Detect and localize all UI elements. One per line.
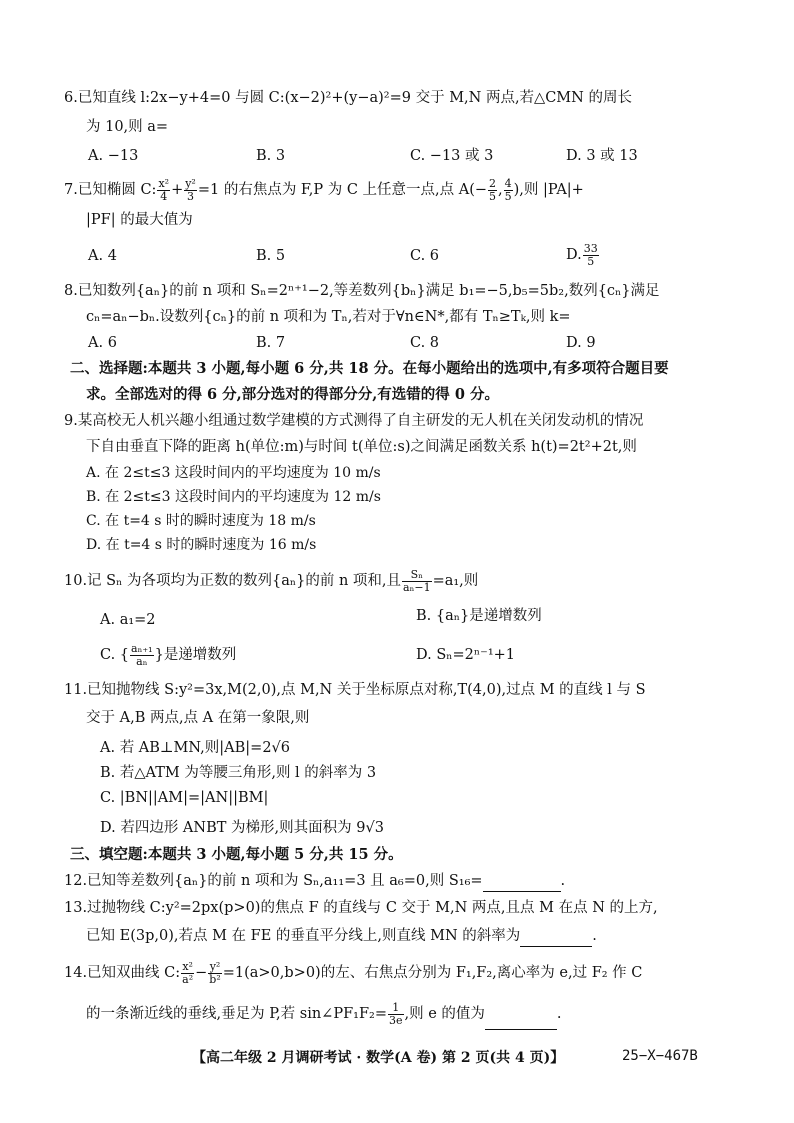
- q14-x-fraction: [181, 961, 194, 986]
- q6-stem-line2: 为 10,则 a=: [86, 119, 169, 135]
- q10-stem-post: =a₁,则: [432, 573, 479, 589]
- q10-option-c: C. { $\frac{\text{aₙ₊₁}}{\text{aₙ}}$ }是递增数列: [100, 641, 237, 668]
- q14-stem-line1: [64, 958, 642, 988]
- q10-stem-pre: 10.记 Sₙ 为各项均为正数的数列{aₙ}的前 n 项和,且: [64, 573, 402, 589]
- q6-stem-line1: 6.已知直线 l:2x−y+4=0 与圆 C:(x−2)²+(y−a)²=9 交于 M,N 两点,若△CMN 的周长: [64, 90, 632, 106]
- q7-ellipse-y-num: y²: [185, 176, 196, 190]
- q7-option-d-fraction: [583, 243, 599, 268]
- q11-option-a: A. 若 AB⊥MN,则|AB|=2√6: [100, 740, 291, 756]
- q6-option-b: B. 3: [256, 148, 286, 164]
- q9-stem-line2: 下自由垂直下降的距离 h(单位:m)与时间 t(单位:s)之间满足函数关系 h(t)=2t²+2t,则: [86, 439, 637, 455]
- q12-stem-post: .: [560, 873, 566, 889]
- q8-option-a: A. 6: [88, 335, 117, 351]
- q10-option-a: A. a₁=2: [100, 612, 156, 628]
- q7-option-d-num: 33: [583, 241, 598, 255]
- q7-ay-num: 4: [504, 176, 512, 190]
- q7-point-a-open: (−: [469, 182, 488, 198]
- q12-stem: [64, 871, 565, 892]
- q10-frac-num: Sₙ: [402, 569, 432, 582]
- q13-answer-blank[interactable]: [520, 926, 592, 947]
- q11-option-d: D. 若四边形 ANBT 为梯形,则其面积为 9√3: [100, 820, 384, 836]
- q8-stem-line2: cₙ=aₙ−bₙ.设数列{cₙ}的前 n 项和为 Tₙ,若对于∀n∈N*,都有 Tₙ≥Tₖ,则 k=: [86, 309, 571, 325]
- q6-option-d: D. 3 或 13: [566, 148, 638, 164]
- q7-option-d-den: 5: [587, 254, 595, 268]
- q6-option-a: A. −13: [88, 148, 139, 164]
- q7-stem-line1: [64, 175, 584, 205]
- q10-fraction: [402, 569, 432, 594]
- q9-option-c: C. 在 t=4 s 时的瞬时速度为 18 m/s: [86, 513, 316, 529]
- q13-stem-line1: 13.过抛物线 C:y²=2px(p>0)的焦点 F 的直线与 C 交于 M,N 两点,且点 M 在点 N 的上方,: [64, 900, 658, 916]
- q10-option-d: D. Sₙ=2ⁿ⁻¹+1: [416, 647, 516, 663]
- q8-option-c: C. 8: [410, 335, 440, 351]
- q14-x-den: a²: [182, 972, 194, 986]
- q10-option-c-den: aₙ: [136, 654, 148, 668]
- q7-ellipse-x-num: x²: [158, 176, 170, 190]
- q14-stem-line2-post: .: [556, 1006, 562, 1022]
- q14-answer-blank[interactable]: [485, 999, 557, 1030]
- q9-stem-line1: 9.某高校无人机兴趣小组通过数学建模的方式测得了自主研发的无人机在关闭发动机的情况: [64, 413, 644, 429]
- page-footer-label: 【高二年级 2 月调研考试 · 数学(A 卷) 第 2 页(共 4 页)】: [192, 1050, 565, 1066]
- q13-stem-line2-post: .: [592, 928, 597, 944]
- q9-option-d: D. 在 t=4 s 时的瞬时速度为 16 m/s: [86, 537, 317, 553]
- q7-ellipse-x-den: 4: [160, 189, 168, 203]
- q7-ellipse-x-fraction: [157, 178, 170, 203]
- q14-y-num: y²: [209, 959, 221, 973]
- q8-option-b: B. 7: [256, 335, 286, 351]
- q10-option-c-prefix: C.: [100, 647, 116, 663]
- q11-stem-line2: 交于 A,B 两点,点 A 在第一象限,则: [86, 710, 310, 726]
- q13-stem-line2: [86, 926, 597, 947]
- q7-option-b: B. 5: [256, 248, 286, 264]
- q7-ax-den: 5: [489, 189, 497, 203]
- page-footer-code: 25−X−467B: [622, 1048, 698, 1064]
- q14-sin-num: 1: [388, 1002, 404, 1015]
- q6-option-c: C. −13 或 3: [410, 148, 494, 164]
- q14-stem-line2: [86, 999, 562, 1030]
- q10-stem-line1: [64, 566, 478, 596]
- q14-sin-fraction: [388, 1002, 404, 1027]
- q14-minus: −: [195, 965, 208, 981]
- q7-option-a: A. 4: [88, 248, 117, 264]
- q7-ellipse-y-fraction: [184, 178, 197, 203]
- q12-answer-blank[interactable]: [483, 871, 561, 892]
- q11-option-b: B. 若△ATM 为等腰三角形,则 l 的斜率为 3: [100, 765, 377, 781]
- q14-y-den: b²: [209, 972, 221, 986]
- q10-option-c-num: aₙ₊₁: [131, 641, 153, 655]
- q7-point-a-x: [488, 178, 497, 203]
- q14-x-num: x²: [182, 959, 193, 973]
- q11-option-c: C. |BN||AM|=|AN||BM|: [100, 790, 269, 806]
- q7-ellipse-plus: +: [171, 182, 184, 198]
- q7-stem-post: ),则 |PA|+: [513, 182, 584, 198]
- q11-stem-line1: 11.已知抛物线 S:y²=3x,M(2,0),点 M,N 关于坐标原点对称,T(4,0),过点 M 的直线 l 与 S: [64, 682, 646, 698]
- q8-stem-line1: 8.已知数列{aₙ}的前 n 项和 Sₙ=2ⁿ⁺¹−2,等差数列{bₙ}满足 b₁=−5,b₅=5b₂,数列{cₙ}满足: [64, 283, 660, 299]
- q7-point-a-y: [504, 178, 513, 203]
- q7-option-c: C. 6: [410, 248, 440, 264]
- q14-stem-line2-mid: ,则 e 的值为: [404, 1006, 485, 1022]
- q9-option-a: A. 在 2≤t≤3 这段时间内的平均速度为 10 m/s: [86, 465, 381, 481]
- q7-ellipse-y-den: 3: [187, 189, 195, 203]
- q7-option-d-prefix: D.: [566, 247, 582, 263]
- q8-option-d: D. 9: [566, 335, 596, 351]
- section3-heading: 三、填空题:本题共 3 小题,每小题 5 分,共 15 分。: [70, 846, 403, 863]
- q14-stem-line2-pre: 的一条渐近线的垂线,垂足为 P,若 sin∠PF₁F₂=: [86, 1006, 387, 1022]
- q14-sin-den: 3e: [388, 1013, 403, 1027]
- q7-ax-num: 2: [489, 176, 497, 190]
- q10-option-c-fraction: [130, 643, 154, 668]
- q10-option-b: B. {aₙ}是递增数列: [416, 608, 542, 624]
- q7-stem-pre: 7.已知椭圆 C:: [64, 182, 157, 198]
- q7-stem-mid: =1 的右焦点为 F,P 为 C 上任意一点,点 A: [197, 182, 470, 198]
- q14-stem-post: =1(a>0,b>0)的左、右焦点分别为 F₁,F₂,离心率为 e,过 F₂ 作 C: [222, 965, 643, 981]
- q7-point-a-comma: ,: [498, 182, 503, 198]
- q9-option-b: B. 在 2≤t≤3 这段时间内的平均速度为 12 m/s: [86, 489, 381, 505]
- q10-option-c-post: 是递增数列: [163, 647, 237, 663]
- q13-stem-line2-pre: 已知 E(3p,0),若点 M 在 FE 的垂直平分线上,则直线 MN 的斜率为: [86, 928, 521, 944]
- q7-option-d: [566, 240, 600, 270]
- section2-heading-line1: 二、选择题:本题共 3 小题,每小题 6 分,共 18 分。在每小题给出的选项中,有多项符合题目要: [70, 360, 669, 377]
- section2-heading-line2: 求。全部选对的得 6 分,部分选对的得部分分,有选错的得 0 分。: [86, 386, 499, 403]
- q10-frac-den: aₙ−1: [403, 580, 431, 594]
- q12-stem-pre: 12.已知等差数列{aₙ}的前 n 项和为 Sₙ,a₁₁=3 且 a₆=0,则 S₁₆=: [64, 873, 483, 889]
- q7-stem-line2: |PF| 的最大值为: [86, 212, 193, 228]
- q14-y-fraction: [208, 961, 221, 986]
- q7-ay-den: 5: [504, 189, 512, 203]
- q14-stem-pre: 14.已知双曲线 C:: [64, 965, 181, 981]
